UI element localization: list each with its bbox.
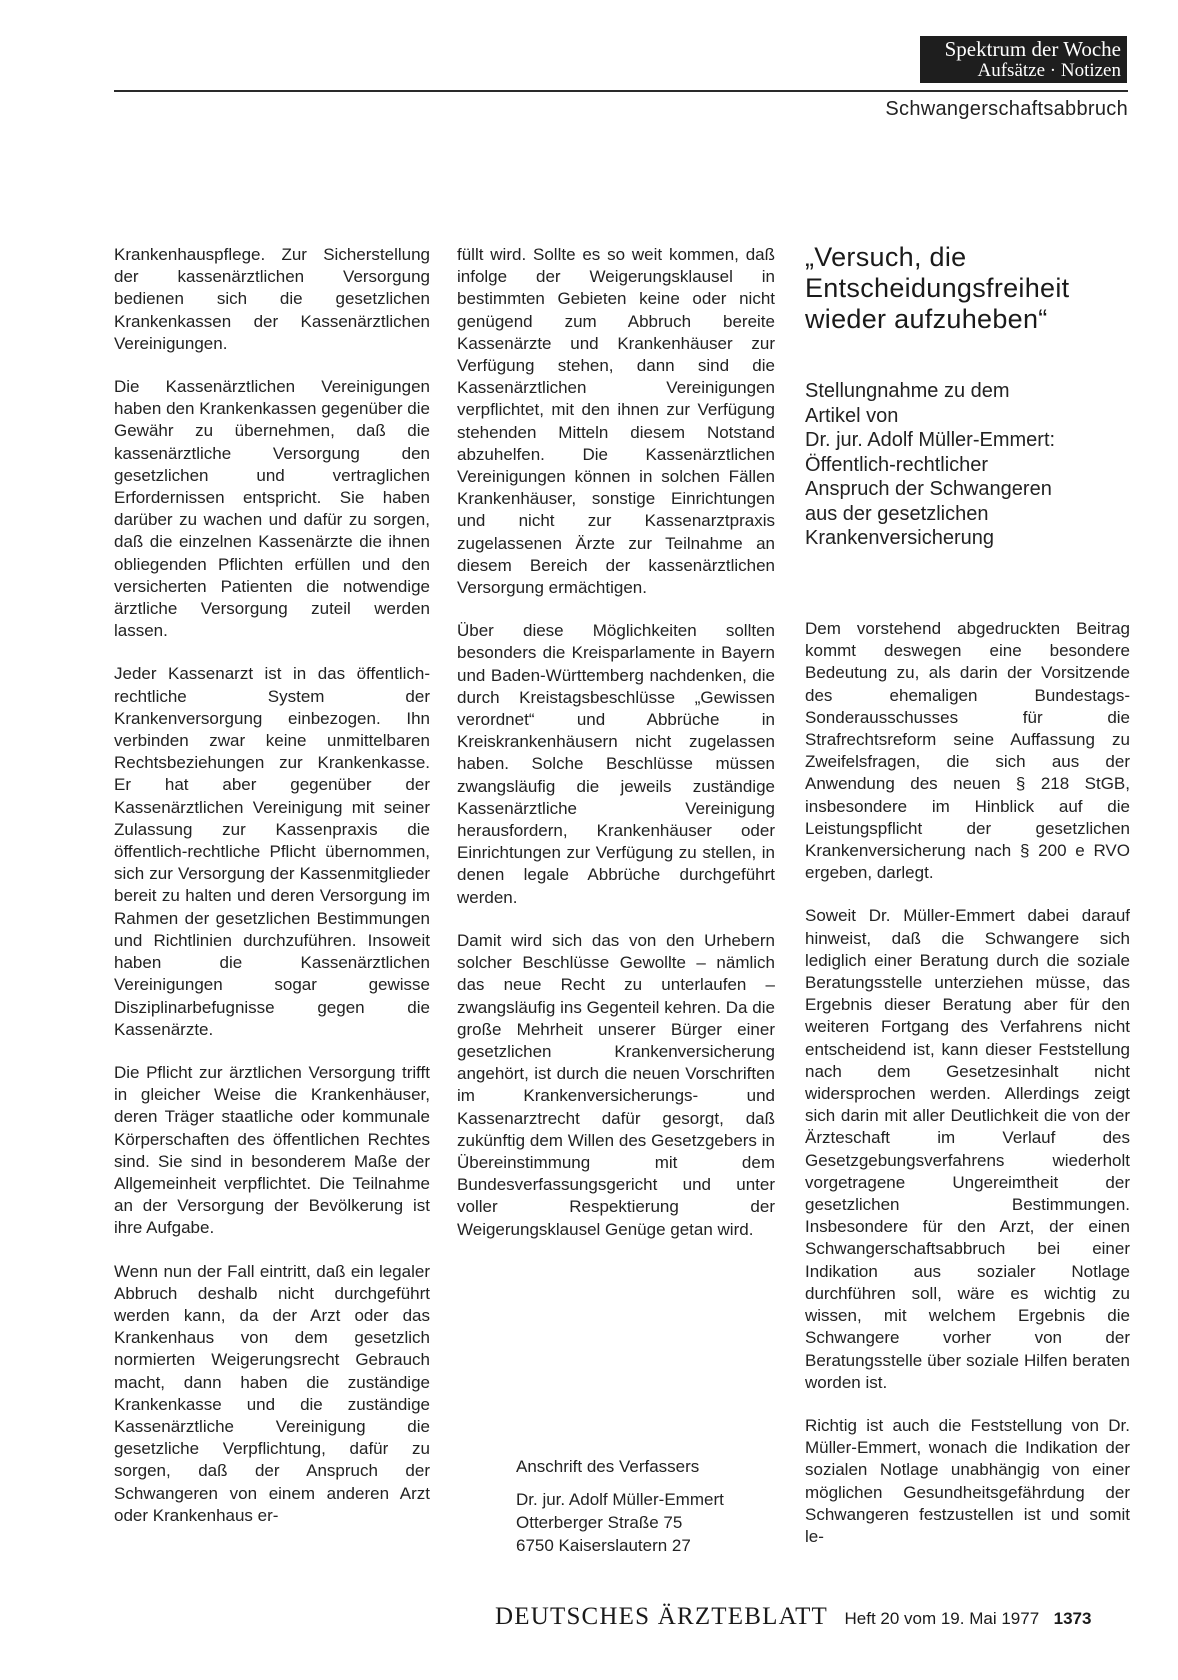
paragraph: Die Kassenärztlichen Vereinigungen haben den Krankenkassen gegenüber die Gewähr zu übernehmen, daß die kassenärztliche Versorgung den gesetzlichen und vertraglichen Erfordernissen entspricht. Sie haben darüber zu wachen und dafür zu sorgen, daß die einzelnen Kassenärzte die ihnen obliegenden Pflichten erfüllen und den versicherten Patienten die notwendige ärztliche Versorgung zuteil werden lassen.: [114, 377, 430, 641]
header-rule: [114, 90, 1128, 92]
address-city: 6750 Kaiserslautern 27: [516, 1536, 691, 1555]
headline: „Versuch, die Entscheidungsfreiheit wieder aufzuheben“: [805, 242, 1070, 334]
journal-name: DEUTSCHES ÄRZTEBLATT: [495, 1603, 829, 1630]
address-street: Otterberger Straße 75: [516, 1513, 683, 1532]
subhead-line: Stellungnahme zu dem: [805, 380, 1010, 402]
paragraph: Die Pflicht zur ärztlichen Versorgung trifft in gleicher Weise die Krankenhäuser, deren Träger staatliche oder kommunale Körperschaften des öffentlichen Rechtes sind. Sie sind in besonderem Maße der Allgemeinheit verpflichtet. Die Teilnahme an der Versorgung der Bevölkerung ist ihre Aufgabe.: [114, 1062, 430, 1238]
article-column-1: [114, 244, 430, 1548]
badge-line-1: Spektrum der Woche: [944, 37, 1121, 61]
page-footer: [495, 1603, 1135, 1631]
paragraph: Über diese Möglichkeiten sollten besonders die Kreisparlamente in Bayern und Baden-Württemberg nachdenken, die durch Kreistagsbeschlüsse „Gewissen verordnet“ und Abbrüche in Kreiskrankenhäusern nicht zugelassen haben. Solche Beschlüsse müssen zwangsläufig die jeweils zuständige Kassenärztliche Vereinigung herausfordern, Krankenhäuser oder Einrichtungen zur Verfügung zu stellen, in denen legale Abbrüche durchgeführt werden.: [457, 621, 775, 907]
page-number: 1373: [1053, 1609, 1092, 1628]
section-title: Schwangerschaftsabbruch: [885, 98, 1128, 120]
paragraph: Dem vorstehend abgedruckten Beitrag kommt deswegen eine besondere Bedeutung zu, als darin der Vorsitzende des ehemaligen Bundestags-Sonderausschusses für die Strafrechtsreform seine Auffassung zu Zweifelsfragen, die sich aus der Anwendung des neuen § 218 StGB, insbesondere im Hinblick auf die Leistungspflicht der gesetzlichen Krankenversicherung nach § 200 e RVO ergeben, darlegt.: [805, 619, 1130, 883]
badge-line-2: Aufsätze · Notizen: [977, 60, 1121, 81]
subhead-line: Krankenversicherung: [805, 527, 994, 549]
subhead-line: aus der gesetzlichen: [805, 502, 989, 525]
author-name: Dr. jur. Adolf Müller-Emmert: [516, 1490, 724, 1509]
subheadline: [805, 379, 1135, 551]
article-column-2: [457, 244, 775, 1262]
paragraph: Richtig ist auch die Feststellung von Dr. Müller-Emmert, wonach die Indikation der sozialen Notlage unabhängig von einer möglichen Gesundheitsgefährdung der Schwangeren festzustellen ist und somit le-: [805, 1415, 1130, 1546]
paragraph: Krankenhauspflege. Zur Sicherstellung der kassenärztlichen Versorgung bedienen sich die gesetzlichen Krankenkassen der Kassenärztlichen Vereinigungen.: [114, 245, 430, 353]
paragraph: Wenn nun der Fall eintritt, daß ein legaler Abbruch deshalb nicht durchgeführt werden kann, da der Arzt oder das Krankenhaus von dem gesetzlich normierten Weigerungsrecht Gebrauch macht, dann haben die zuständige Krankenkasse und die zuständige Kassenärztliche Vereinigung die gesetzliche Verpflichtung, dafür zu sorgen, daß der Anspruch der Schwangeren von einem anderen Arzt oder Krankenhaus er-: [114, 1261, 430, 1525]
issue-info: Heft 20 vom 19. Mai 1977: [844, 1609, 1040, 1628]
paragraph: füllt wird. Sollte es so weit kommen, daß infolge der Weigerungsklausel in bestimmten Gebieten keine oder nicht genügend zum Abbruch bereite Kassenärzte und Krankenhäuser zur Verfügung stehen, dann sind die Kassenärztlichen Vereinigungen verpflichtet, mit den ihnen zur Verfügung stehenden Mitteln diesem Notstand abzuhelfen. Die Kassenärztlichen Vereinigungen können in solchen Fällen Krankenhäuser, sonstige Einrichtungen und nicht zur Kassenarztpraxis zugelassenen Ärzte zur Teilnahme an diesem Bereich der kassenärztlichen Versorgung ermächtigen.: [457, 245, 775, 598]
paragraph: Jeder Kassenarzt ist in das öffentlich-rechtliche System der Krankenversorgung einbezogen. Ihn verbinden zwar keine unmittelbaren Rechtsbeziehungen zur Krankenkasse. Er hat aber gegenüber der Kassenärztlichen Vereinigung mit seiner Zulassung zur Kassenpraxis die öffentlich-rechtliche Pflicht übernommen, sich zur Versorgung der Kassenmitglieder bereit zu halten und deren Versorgung im Rahmen der gesetzlichen Bestimmungen und Richtlinien durchzuführen. Insoweit haben die Kassenärztlichen Vereinigungen sogar gewisse Disziplinarbefugnisse gegen die Kassenärzte.: [114, 664, 430, 1039]
article-column-3: [805, 618, 1130, 1569]
section-badge: [920, 36, 1127, 83]
subhead-line: Öffentlich-rechtlicher: [805, 453, 989, 476]
paragraph: Damit wird sich das von den Urhebern solcher Beschlüsse Gewollte – nämlich das neue Recht zu unterlaufen – zwangsläufig ins Gegenteil kehren. Da die große Mehrheit unserer Bürger einer gesetzlichen Krankenversicherung angehört, ist durch die neuen Vorschriften im Krankenversicherungs- und Kassenarztrecht dafür gesorgt, daß zukünftig dem Willen des Gesetzgebers in Übereinstimmung mit dem Bundesverfassungsgericht und unter voller Respektierung der Weigerungsklausel Genüge getan wird.: [457, 930, 775, 1239]
subhead-line: Dr. jur. Adolf Müller-Emmert:: [805, 429, 1056, 451]
address-heading: Anschrift des Verfassers: [516, 1457, 700, 1476]
subhead-line: Artikel von: [805, 404, 899, 427]
subhead-line: Anspruch der Schwangeren: [805, 478, 1052, 500]
paragraph: Soweit Dr. Müller-Emmert dabei darauf hinweist, daß die Schwangere sich lediglich einer Beratung durch die soziale Beratungsstelle unterziehen müsse, das Ergebnis dieser Beratung aber für den weiteren Fortgang des Verfahrens nicht entscheidend ist, kann dieser Feststellung nach dem Gesetzesinhalt nicht widersprochen werden. Allerdings zeigt sich darin mit aller Deutlichkeit die von der Ärzteschaft im Verlauf des Gesetzgebungsverfahrens wiederholt vorgetragene Ungereimtheit der gesetzlichen Bestimmungen. Insbesondere für den Arzt, der einen Schwangerschaftsabbruch bei einer Indikation aus sozialer Notlage durchführen soll, wäre es wichtig zu wissen, mit welchem Ergebnis die Schwangere vorher von der Beratungsstelle über soziale Hilfen beraten worden ist.: [805, 906, 1130, 1392]
author-address: [516, 1455, 816, 1557]
